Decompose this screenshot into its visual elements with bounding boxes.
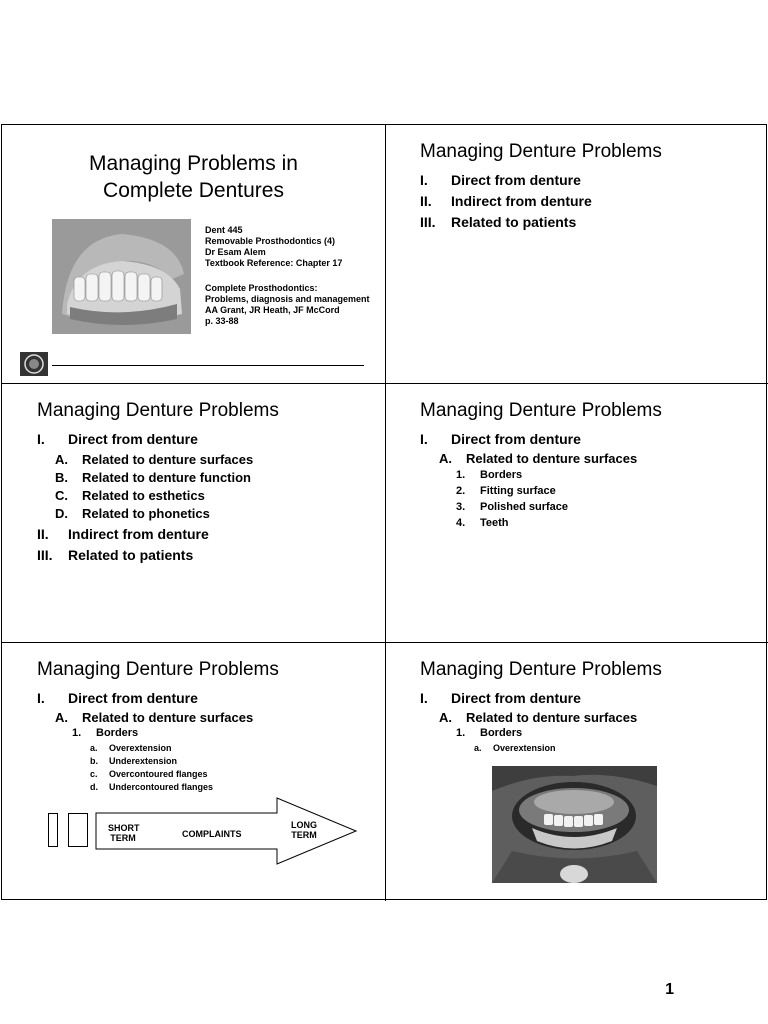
slide-4-title: Managing Denture Problems	[420, 400, 662, 421]
university-logo	[20, 352, 48, 376]
item-number: a.	[474, 743, 482, 753]
item-text: Related to patients	[451, 214, 577, 230]
item-number: 1.	[456, 469, 466, 481]
letter-item	[90, 743, 172, 753]
seal-icon	[20, 352, 48, 376]
item-text: Teeth	[480, 517, 509, 529]
item-number: III.	[420, 214, 436, 230]
item-text: Overcontoured flanges	[109, 769, 208, 779]
item-number: II.	[420, 193, 432, 209]
long-label-line-2: TERM	[291, 830, 317, 840]
item-text: Related to denture surfaces	[82, 710, 254, 725]
point-item	[456, 501, 568, 513]
letter-item	[90, 769, 208, 779]
item-text: Direct from denture	[451, 431, 581, 447]
item-text: Related to phonetics	[82, 506, 210, 521]
denture-icon	[52, 219, 191, 334]
item-text: Direct from denture	[451, 690, 581, 706]
textbook-reference: Textbook Reference: Chapter 17	[205, 258, 343, 268]
letter-item	[90, 782, 213, 792]
item-text: Related to denture surfaces	[82, 452, 254, 467]
ref-pages: p. 33-88	[205, 316, 239, 326]
item-number: 1.	[456, 727, 466, 739]
item-number: 4.	[456, 517, 466, 529]
short-term-label	[108, 823, 138, 843]
item-text: Underextension	[109, 756, 178, 766]
mouth-photo	[492, 766, 657, 883]
slide-1-title	[2, 150, 385, 204]
list-item	[420, 431, 581, 447]
item-number: I.	[37, 690, 45, 706]
slide-4	[386, 384, 768, 642]
footer-rule	[52, 365, 364, 366]
item-text: Related to denture surfaces	[466, 710, 638, 725]
point-item	[72, 727, 138, 739]
ref-authors: AA Grant, JR Heath, JF McCord	[205, 305, 340, 315]
item-number: d.	[90, 782, 98, 792]
empty-box-1	[48, 813, 58, 847]
item-text: Related to patients	[68, 547, 194, 563]
item-number: A.	[55, 710, 68, 725]
item-text: Direct from denture	[451, 172, 581, 188]
long-term-label	[289, 820, 319, 840]
course-name: Removable Prosthodontics (4)	[205, 236, 336, 246]
item-number: c.	[90, 769, 98, 779]
item-number: a.	[90, 743, 98, 753]
ref-subtitle: Problems, diagnosis and management	[205, 294, 370, 304]
letter-item	[90, 756, 177, 766]
sub-item	[55, 488, 205, 503]
sub-item	[55, 710, 253, 725]
list-item	[37, 431, 198, 447]
item-text: Polished surface	[480, 501, 569, 513]
point-item	[456, 485, 556, 497]
item-number: C.	[55, 488, 68, 503]
long-label-line-1: LONG	[291, 820, 317, 830]
slide-6	[386, 643, 768, 899]
item-text: Indirect from denture	[68, 526, 209, 542]
item-number: 1.	[72, 727, 82, 739]
slide-3	[2, 384, 385, 642]
complaints-label: COMPLAINTS	[182, 829, 242, 839]
list-item	[37, 526, 209, 542]
item-number: I.	[420, 172, 428, 188]
item-number: 3.	[456, 501, 466, 513]
item-text: Overextension	[493, 743, 556, 753]
item-text: Related to esthetics	[82, 488, 205, 503]
course-info	[205, 225, 342, 269]
slide-1	[2, 125, 385, 383]
item-text: Borders	[480, 469, 523, 481]
item-number: 2.	[456, 485, 466, 497]
title-line-1: Managing Problems in	[89, 152, 298, 175]
item-number: A.	[55, 452, 68, 467]
item-text: Direct from denture	[68, 431, 198, 447]
list-item	[37, 690, 198, 706]
item-number: I.	[37, 431, 45, 447]
item-text: Direct from denture	[68, 690, 198, 706]
sub-item	[55, 452, 253, 467]
sub-item	[439, 451, 637, 466]
list-item	[420, 214, 576, 230]
empty-box-2	[68, 813, 88, 847]
denture-photo	[52, 219, 191, 334]
item-text: Related to denture surfaces	[466, 451, 638, 466]
slide-5	[2, 643, 385, 899]
item-number: I.	[420, 690, 428, 706]
item-number: III.	[37, 547, 53, 563]
point-item	[456, 517, 509, 529]
item-text: Fitting surface	[480, 485, 556, 497]
short-label-line-1: SHORT	[108, 823, 140, 833]
ref-title: Complete Prosthodontics:	[205, 283, 318, 293]
list-item	[37, 547, 193, 563]
sub-item	[439, 710, 637, 725]
short-label-line-2: TERM	[110, 833, 136, 843]
slide-6-title: Managing Denture Problems	[420, 659, 662, 680]
slide-2	[386, 125, 768, 383]
item-number: D.	[55, 506, 68, 521]
slide-2-title: Managing Denture Problems	[420, 141, 662, 162]
course-code: Dent 445	[205, 225, 243, 235]
item-text: Borders	[480, 727, 523, 739]
list-item	[420, 690, 581, 706]
item-text: Related to denture function	[82, 470, 251, 485]
item-text: Overextension	[109, 743, 172, 753]
item-text: Borders	[96, 727, 139, 739]
point-item	[456, 727, 522, 739]
page-number: 1	[665, 981, 674, 998]
slide-5-title: Managing Denture Problems	[37, 659, 279, 680]
item-text: Indirect from denture	[451, 193, 592, 209]
slide-grid	[1, 124, 767, 900]
item-number: B.	[55, 470, 68, 485]
open-mouth-icon	[492, 766, 657, 883]
item-text: Undercontoured flanges	[109, 782, 214, 792]
item-number: b.	[90, 756, 98, 766]
sub-item	[55, 506, 210, 521]
item-number: II.	[37, 526, 49, 542]
instructor: Dr Esam Alem	[205, 247, 266, 257]
list-item	[420, 193, 592, 209]
list-item	[420, 172, 581, 188]
item-number: A.	[439, 710, 452, 725]
item-number: I.	[420, 431, 428, 447]
item-number: A.	[439, 451, 452, 466]
point-item	[456, 469, 522, 481]
reference-info	[205, 283, 370, 327]
sub-item	[55, 470, 251, 485]
slide-3-title: Managing Denture Problems	[37, 400, 279, 421]
letter-item	[474, 743, 556, 753]
title-line-2: Complete Dentures	[103, 179, 284, 202]
